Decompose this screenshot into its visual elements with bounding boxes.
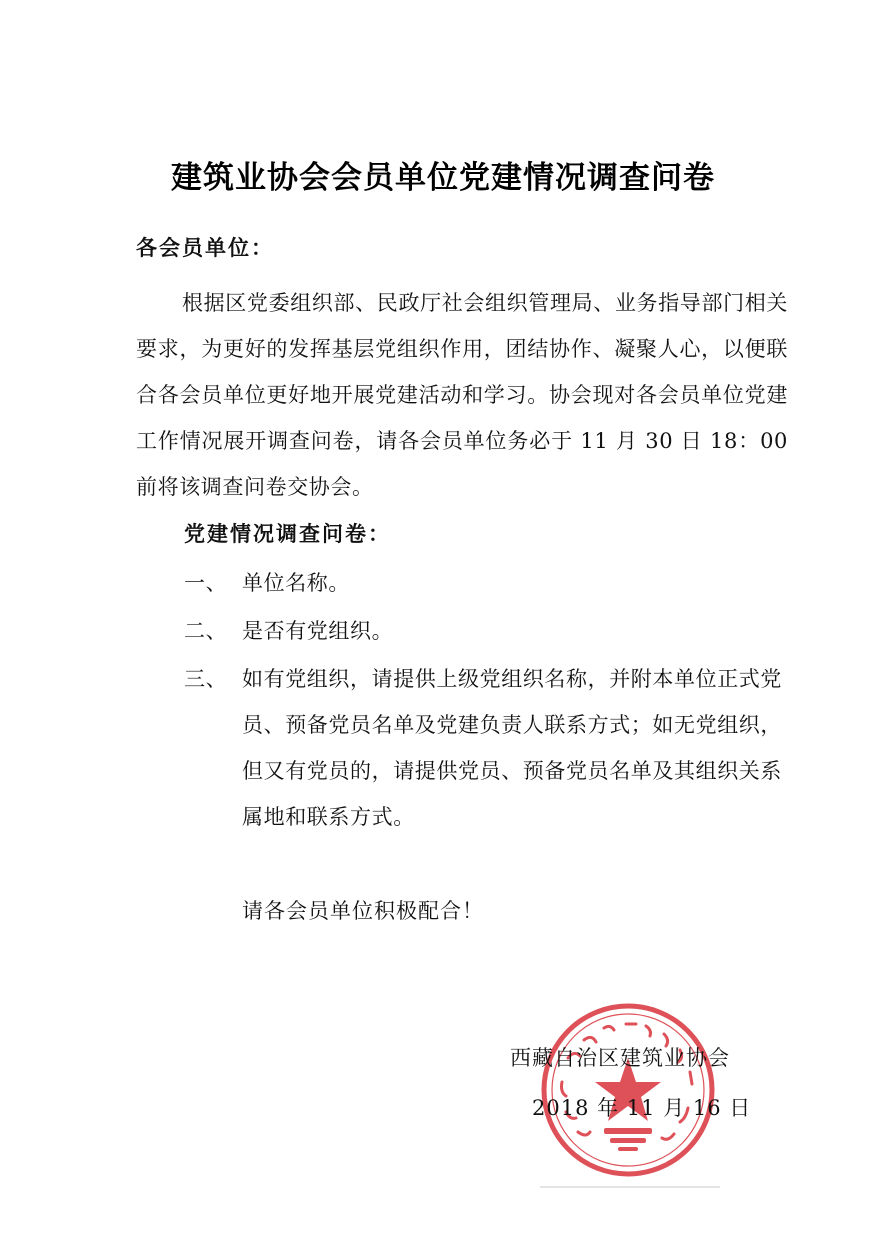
document-title: 建筑业协会会员单位党建情况调查问卷 [171,160,715,196]
question-text: 如有党组织，请提供上级党组织名称，并附本单位正式党员、预备党员名单及党建负责人联系方式；如无党组织，但又有党员的，请提供党员、预备党员名单及其组织关系属地和联系方式。 [242,667,782,829]
closing-line: 请各会员单位积极配合！ [242,899,484,923]
question-number: 二、 [184,619,228,643]
signer-name: 西藏自治区建筑业协会 [510,1046,730,1070]
question-number: 三、 [184,667,228,691]
section-heading: 党建情况调查问卷： [184,522,391,546]
question-text: 是否有党组织。 [242,619,394,643]
body-paragraph: 根据区党委组织部、民政厅社会组织管理局、业务指导部门相关要求，为更好的发挥基层党组织作用，团结协作、凝聚人心，以便联合各会员单位更好地开展党建活动和学习。协会现对各会员单位党建工作情况展开调查问卷，请各会员单位务必于 11 月 30 日 18：00 前将该调查问卷交协会。 [136,291,788,499]
salutation: 各会员单位： [136,236,274,260]
signing-date: 2018 年 11 月 16 日 [532,1096,752,1120]
question-text: 单位名称。 [242,571,350,595]
scan-artifact-line [540,1186,720,1188]
seal-emblem-base [604,1128,652,1151]
official-seal-icon [538,1000,718,1180]
question-number: 一、 [184,571,228,595]
